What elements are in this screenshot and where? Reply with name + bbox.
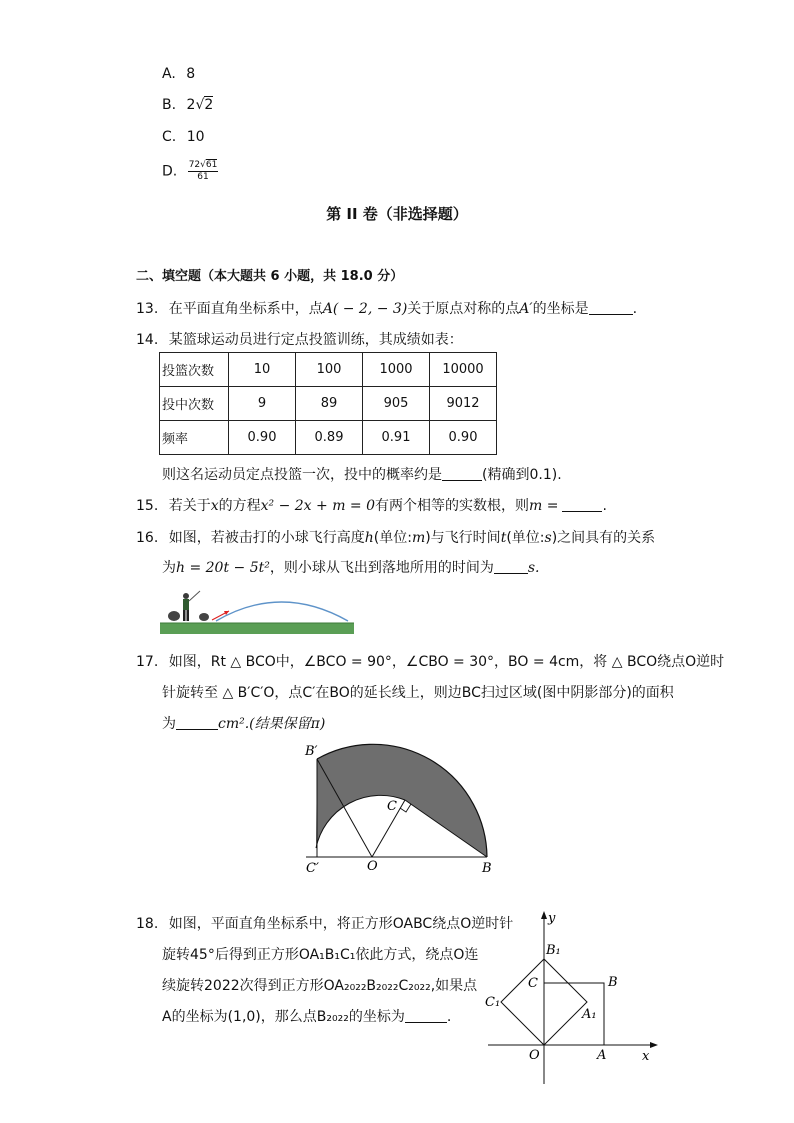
q13-text-a: 在平面直角坐标系中，点 [168,301,323,317]
table-cell: 10 [229,353,296,387]
table-cell: 0.90 [430,421,497,455]
q15-text-b: 的方程 [218,498,261,514]
option-a [162,66,195,82]
answer-blank[interactable] [405,1008,447,1023]
option-coef: 2 [186,97,196,113]
q13-text-c: 的坐标是 [532,301,589,317]
q15-equation: x² − 2x + m = 0 [260,498,376,514]
fraction-num-radicand: 61 [205,160,218,170]
label-o: O [367,859,378,874]
q13-text-b: 关于原点对称的点 [407,301,520,317]
question-18-line4 [162,1006,451,1026]
table-row [160,421,497,455]
q15-text-a: 若关于 [168,498,211,514]
answer-blank[interactable] [494,559,528,574]
option-b [162,97,213,113]
table-cell: 0.89 [296,421,363,455]
question-13 [136,298,637,318]
label-b1: B₁ [546,943,561,958]
label-c1: C₁ [485,995,501,1010]
question-14 [136,329,463,349]
q16-line1-a: 如图，若被击打的小球飞行高度 [168,530,365,546]
fraction-den: 61 [197,172,209,182]
question-17-line1 [136,651,724,671]
label-a: A [597,1048,607,1063]
part-title: 第 II 卷（非选择题） [326,205,468,223]
question-17-line2: 针旋转至 △ B′C′O，点C′在BO的延长线上，则边BC扫过区域(图中阴影部分)的面积 [162,685,674,701]
option-value: 10 [186,129,205,145]
table-row [160,353,497,387]
question-18-line1 [136,913,513,933]
q16-line2-a: 为 [162,560,176,576]
q18-end: . [446,1009,452,1025]
question-16-line2 [162,557,540,577]
label-a1: A₁ [582,1007,597,1022]
question-16-line1 [136,527,655,547]
q15-var-x: x [210,498,219,514]
label-b: B [608,975,618,990]
answer-blank[interactable] [442,466,482,481]
question-18-line2: 旋转45°后得到正方形OA₁B₁C₁依此方式，绕点O连 [162,947,479,963]
question-number: 15. [136,498,159,514]
option-d [162,160,218,183]
answer-blank[interactable] [176,715,218,730]
q14-followup [162,464,562,484]
q16-unit-s: s [544,530,552,546]
x-axis-arrow-icon [650,1042,658,1048]
option-value: 8 [186,66,196,82]
q18-line4-a: A的坐标为(1,0)，那么点B₂₀₂₂的坐标为 [162,1009,405,1025]
coordinate-squares-figure [484,908,662,1086]
table-cell: 9012 [430,387,497,421]
label-c-prime: C′ [306,861,319,876]
option-c [162,129,205,145]
option-radicand: 2 [204,97,214,113]
label-x: x [642,1049,650,1064]
q16-unit-m: m [411,530,426,546]
option-letter: C. [162,129,177,145]
q17-line3-a: 为 [162,716,176,732]
q15-text-c: 有两个相等的实数根，则 [375,498,530,514]
q13-point: A( − 2, − 3) [322,301,408,317]
q16-line1-d: (单位: [506,530,545,546]
row-label: 投中次数 [160,387,229,421]
q18-line1: 如图，平面直角坐标系中，将正方形OABC绕点O逆时针 [168,916,514,932]
q14-text: 某篮球运动员进行定点投篮训练，其成绩如表： [168,332,463,348]
question-17-line3 [162,713,325,733]
label-o: O [529,1048,540,1063]
q13-end: . [632,301,638,317]
row-label: 投篮次数 [160,353,229,387]
question-number: 17. [136,654,159,670]
q17-line1: 如图，Rt △ BCO中，∠BCO = 90°，∠CBO = 30°，BO = 4cm，将 △ BCO绕点O逆时 [168,654,725,670]
table-cell: 89 [296,387,363,421]
q16-var-t: t [500,530,507,546]
label-c: C [528,976,538,991]
table-cell: 9 [229,387,296,421]
question-18-line3: 续旋转2022次得到正方形OA₂₀₂₂B₂₀₂₂C₂₀₂₂,如果点 [162,978,478,994]
option-fraction [188,160,219,183]
fraction-num-coef: 72 [188,160,201,170]
y-axis-arrow-icon [541,911,547,919]
label-b-prime: B′ [305,744,318,759]
question-number: 14. [136,332,159,348]
shooting-results-table [159,352,497,455]
q16-line2-b: ，则小球从飞出到落地所用的时间为 [269,560,494,576]
label-b: B [482,861,492,876]
sqrt-symbol: √ [195,97,205,113]
option-letter: B. [162,97,177,113]
q16-unit-end: s. [527,560,540,576]
label-c: C [387,799,397,814]
q13-point2: A′ [519,301,533,317]
table-cell: 0.91 [363,421,430,455]
table-cell: 1000 [363,353,430,387]
question-number: 16. [136,530,159,546]
q16-line1-c: )与飞行时间 [425,530,501,546]
question-15 [136,495,607,515]
sqrt-symbol: √ [200,160,206,170]
q16-line1-b: (单位: [373,530,412,546]
question-number: 18. [136,916,159,932]
section-header: 二、填空题（本大题共 6 小题，共 18.0 分） [136,269,404,284]
question-number: 13. [136,301,159,317]
grass-strip [160,623,354,634]
row-label: 频率 [160,421,229,455]
answer-blank[interactable] [589,300,633,315]
q16-equation: h = 20t − 5t² [176,560,270,576]
q16-line1-e: )之间具有的关系 [551,530,656,546]
table-row [160,387,497,421]
ball-trajectory [216,602,348,621]
option-letter: A. [162,66,176,82]
rotation-sector-figure [296,738,504,876]
label-y: y [548,911,556,926]
answer-blank[interactable] [562,497,602,512]
table-cell: 10000 [430,353,497,387]
q14-follow-b: (精确到0.1). [482,467,562,483]
golfer-icon [183,591,200,621]
q16-var-h: h [364,530,374,546]
table-cell: 905 [363,387,430,421]
table-cell: 100 [296,353,363,387]
q17-line3-b: cm².(结果保留π) [218,716,326,732]
table-cell: 0.90 [229,421,296,455]
q15-end: . [602,498,607,514]
golf-ball-figure [160,587,354,634]
q14-follow-a: 则这名运动员定点投篮一次，投中的概率约是 [162,467,442,483]
q15-var-m: m = [529,498,559,514]
option-letter: D. [162,163,178,180]
